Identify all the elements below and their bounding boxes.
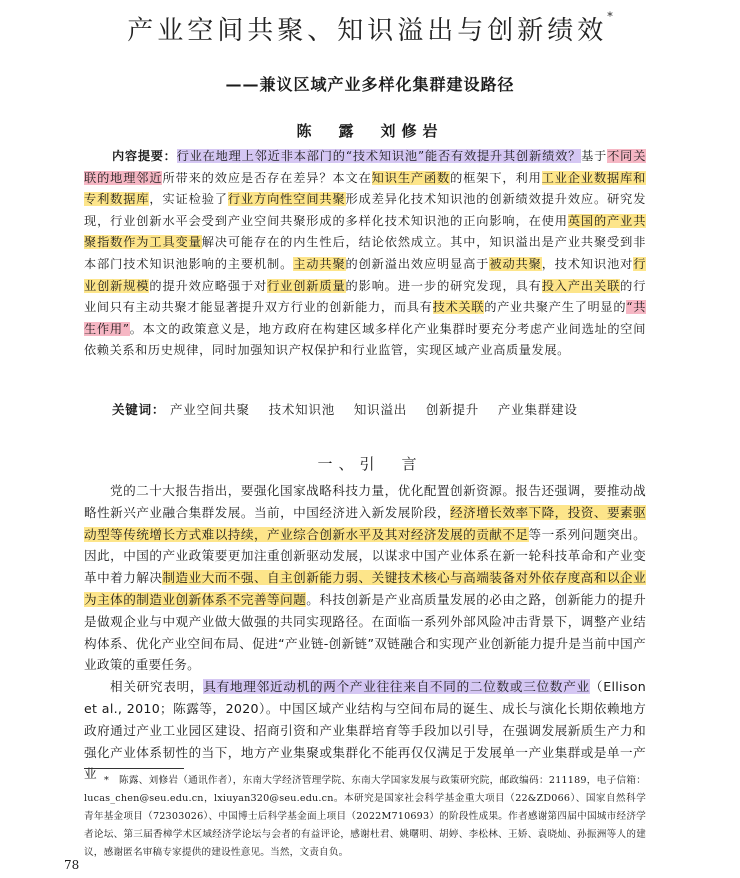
highlighted-text: 不同关联的地理邻近 [84,149,646,185]
text-run: （Ellison et al., 2010；陈露等，2020）。中国区域产业结构与空间布局的诞生、成长与演化长期依赖地方政府通过产业工业园区建设、招商引资和产业集群培育等手段加以引导，在强调发展新质生产力和强化产业体系韧性的当下，地方产业集聚或集群化不能再仅仅满足于发展单一产业集群或是单一产业 [84,679,646,782]
highlighted-text: 工业企业数据库和专利数据库 [84,170,646,207]
keyword: 技术知识池 [268,402,336,417]
footnote [84,772,646,862]
text-run: 解决可能存在的内生性后，结论依然成立。其中，知识溢出是产业共聚受到非本部门技术知识池影响的主要机制。 [84,235,646,271]
highlighted-text: 行业创新质量 [267,278,346,293]
footnote-divider [84,768,184,769]
paper-title: 产业空间共聚、知识溢出与创新绩效* [127,10,613,46]
text-run: ，实证检验了 [149,192,228,207]
page-number: 78 [64,858,80,872]
body-text [84,480,646,785]
highlighted-text: 行业方向性空间共聚 [227,192,346,207]
text-run: 党的二十大报告指出，要强化国家战略科技力量，优化配置创新资源。报告还强调，要推动战略性新兴产业融合集群发展。当前，中国经济进入新发展阶段， [84,483,646,520]
text-run: 的行业间只有主动共聚才能显著提升双方行业的创新能力，而具有 [84,278,647,315]
body-paragraph [84,480,646,676]
highlighted-text: 制造业大而不强、自主创新能力弱、关键技术核心与高端装备对外依存度高和以企业为主体的制造业创新体系不完善等问题 [84,570,646,607]
highlighted-text: 主动共聚 [293,256,346,271]
keyword: 产业空间共聚 [169,402,250,417]
abstract [84,146,646,362]
text-run: 。本文的政策意义是，地方政府在构建区域多样化产业集群时要充分考虑产业间选址的空间依赖关系和历史规律，同时加强知识产权保护和行业监管，实现区域产业高质量发展。 [84,321,647,358]
keyword: 产业集群建设 [497,402,578,417]
highlighted-text: 被动共聚 [489,256,542,271]
highlighted-text: 行业在地理上邻近非本部门的“技术知识池”能否有效提升其创新绩效？ [176,149,582,163]
highlighted-text: 知识生产函数 [371,170,451,185]
text-run: 等一系列问题突出。因此，中国的产业政策要更加注重创新驱动发展，以谋求中国产业体系在新一轮科技革命和产业变革中着力解决 [84,526,646,586]
abstract-paragraph [84,146,646,362]
text-run: 的产业共聚产生了明显的 [484,300,627,315]
keywords [112,400,592,418]
abstract-label: 内容提要： [112,149,177,163]
highlighted-text: 经济增长效率下降，投资、要素驱动型等传统增长方式难以持续，产业综合创新水平及其对经济发展的贡献不足 [84,504,647,542]
keyword: 知识溢出 [353,402,408,417]
highlighted-text: “共生作用” [84,300,646,336]
text-run: 。科技创新是产业高质量发展的必由之路，创新能力的提升是做观企业与中观产业做大做强的共同实现路径。在面临一系列外部风险冲击背景下，调整产业结构体系、优化产业空间布局、促进“产业链-创新链”双链融合和实现产业创新能力提升是当前中国产业政策的重要任务。 [84,591,646,673]
text-run: 相关研究表明， [110,679,204,695]
paper-subtitle: ——兼议区域产业多样化集群建设路径 [225,75,515,94]
text-run: 形成差异化技术知识池的创新绩效提升效应。研究发现，行业创新水平会受到产业空间共聚形成的多样化技术知识池的正向影响，在使用 [84,192,647,228]
highlighted-text: 技术关联 [432,300,485,315]
text-run: 基于 [581,149,608,163]
keywords-label: 关键词： [112,402,166,417]
keyword: 创新提升 [425,402,480,417]
title-footnote-mark: * [607,10,613,23]
text-run: 的提升效应略强于对 [149,278,268,293]
highlighted-text: 英国的产业共聚指数作为工具变量 [84,213,646,250]
text-run: 的影响。进一步的研究发现，具有 [345,278,542,293]
text-run: ，技术知识池对 [541,256,634,271]
text-run: 的创新溢出效应明显高于 [345,256,490,271]
highlighted-text: 行业创新规模 [84,256,647,293]
footnote-text: * 陈露、刘修岩（通讯作者），东南大学经济管理学院、东南大学国家发展与政策研究院，邮政编码：211189，电子信箱：lucas_chen@seu.edu.cn，lxiuyan320@seu.edu.cn。本研究是国家社会科学基金重大项目（22&ZD066）、国家自然科学青年基金项目（72303026）、中国博士后科学基金面上项目（2022M710693）的阶段性成果。作者感谢第四届中国城市经济学者论坛、第三届香樟学术区域经济学论坛与会者的有益评论，感谢杜君、姚曙明、胡婷、李松林、王娇、袁晓灿、孙振洲等人的建议，感谢匿名审稿专家提供的建设性意见。当然，文责自负。 [84,775,646,858]
highlighted-text: 投入产出关联 [541,278,621,293]
authors: 陈 露 刘修岩 [296,122,444,140]
highlighted-text: 具有地理邻近动机的两个产业往往来自不同的二位数或三位数产业 [203,679,590,695]
text-run: 所带来的效应是否存在差异？本文在 [162,170,372,185]
section-heading: 一、引 言 [317,455,423,473]
text-run: 的框架下，利用 [450,170,542,185]
